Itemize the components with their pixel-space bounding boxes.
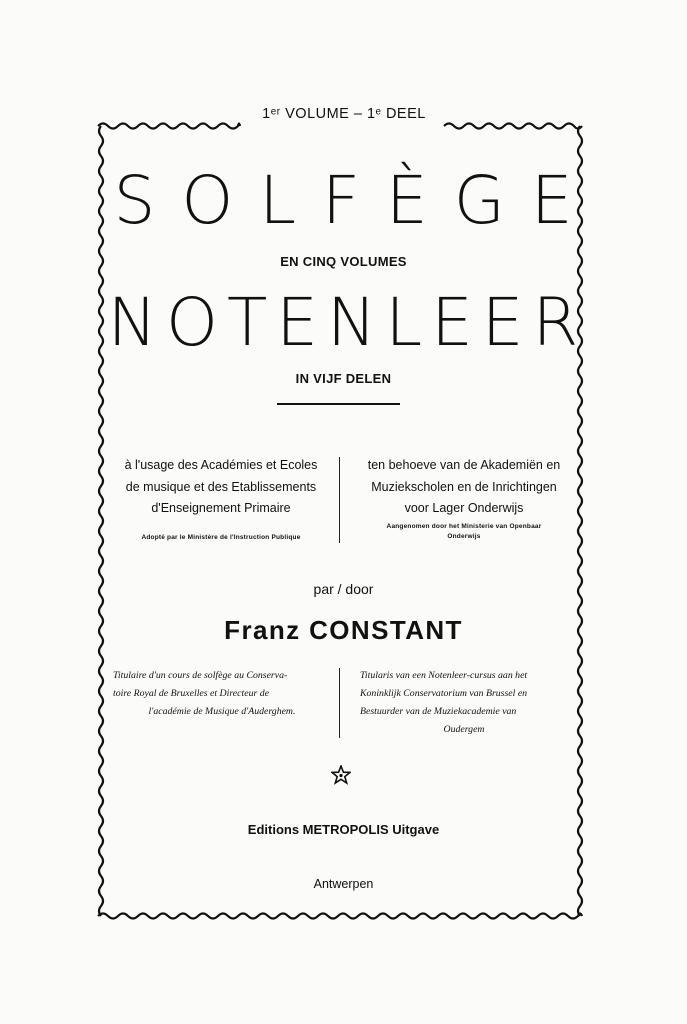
- bio-french-line: toire Royal de Bruxelles et Directeur de: [113, 688, 269, 699]
- bio-dutch: [360, 667, 568, 739]
- author-name: Franz CONSTANT: [224, 615, 463, 645]
- publisher: Editions METROPOLIS Uitgave: [247, 822, 440, 837]
- usage-french-line: d'Enseignement Primaire: [151, 501, 291, 515]
- bio-french: [113, 667, 331, 721]
- title-divider: [277, 403, 400, 405]
- title-dutch: [96, 284, 590, 361]
- usage-dutch-note: [348, 522, 580, 542]
- usage-dutch-line: Muziekscholen en de Inrichtingen: [371, 479, 557, 494]
- bio-french-line: Titulaire d'un cours de solfège au Conserva-: [113, 670, 288, 681]
- usage-dutch-note-line: Onderwijs: [447, 533, 481, 540]
- title-french: [96, 162, 599, 239]
- subtitle-dutch: IN VIJF DELEN: [295, 371, 392, 386]
- bio-dutch-line: Oudergem: [443, 724, 485, 735]
- usage-column-divider: [339, 457, 340, 543]
- usage-dutch-line: voor Lager Onderwijs: [404, 501, 524, 515]
- usage-dutch-note-line: Aangenomen door het Ministerie van Openbaar: [386, 523, 542, 530]
- bio-column-divider: [339, 668, 340, 738]
- bio-french-line: l'académie de Musique d'Auderghem.: [148, 706, 296, 717]
- usage-french-note: Adopté par le Ministère de l'Instruction Publique: [141, 534, 301, 541]
- by-line: par / door: [313, 581, 374, 597]
- volume-line: 1ᵉʳ VOLUME – 1ᵉ DEEL: [240, 106, 448, 122]
- bio-dutch-line: Titularis van een Notenleer-cursus aan het: [360, 670, 528, 681]
- usage-french: [106, 455, 336, 520]
- usage-dutch-line: ten behoeve van de Akademiën en: [367, 458, 561, 472]
- title-french-text: SOLFÈGE: [113, 162, 599, 239]
- usage-dutch: [348, 455, 580, 520]
- bio-dutch-line: Bestuurder van de Muziekacademie van: [360, 706, 517, 717]
- subtitle-french: EN CINQ VOLUMES: [280, 254, 407, 269]
- usage-french-line: de musique et des Etablissements: [125, 479, 317, 494]
- title-dutch-text: NOTENLEER: [107, 284, 588, 361]
- star-ornament-icon: [331, 765, 351, 785]
- usage-french-line: à l'usage des Académies et Ecoles: [124, 458, 318, 472]
- bio-dutch-line: Koninklijk Conservatorium van Brussel en: [360, 688, 528, 699]
- city: Antwerpen: [313, 877, 374, 891]
